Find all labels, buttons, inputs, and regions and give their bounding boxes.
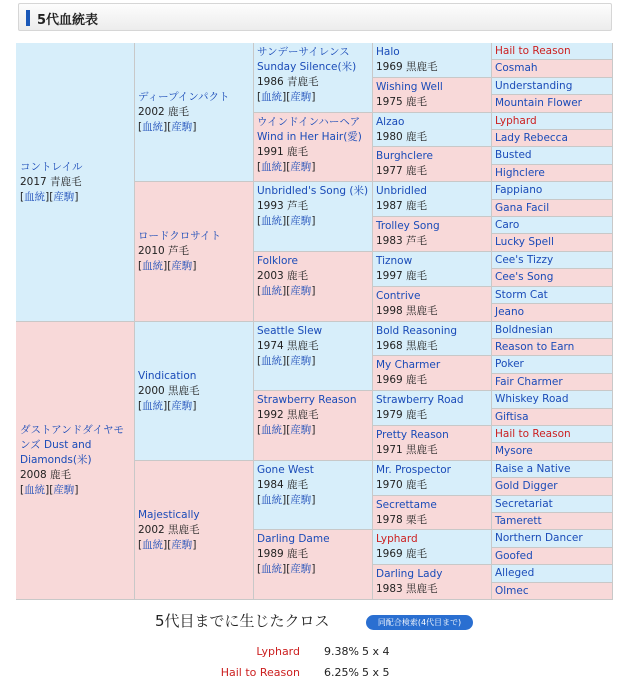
horse-info: 2008 鹿毛 bbox=[20, 469, 72, 481]
pedigree-links: [血統][産駒] bbox=[138, 260, 197, 272]
pedigree-cell bbox=[16, 322, 135, 600]
horse-info: 1977 鹿毛 bbox=[376, 165, 428, 177]
horse-name-link[interactable]: Unbridled bbox=[376, 185, 427, 197]
pedigree-links: [血統][産駒] bbox=[257, 215, 316, 227]
pedigree-cell bbox=[373, 530, 492, 565]
horse-name-link[interactable]: Bold Reasoning bbox=[376, 325, 458, 337]
horse-name-link[interactable]: ディープインパクト bbox=[138, 90, 230, 103]
horse-name-link[interactable]: Cee's Tizzy bbox=[495, 253, 554, 266]
horse-name-link[interactable]: Lyphard bbox=[376, 533, 418, 545]
pedigree-links: [血統][産駒] bbox=[138, 399, 197, 412]
horse-name-link[interactable]: Darling Dame bbox=[257, 533, 330, 545]
pedigree-links: [血統][産駒] bbox=[257, 563, 316, 575]
cross-percent: 9.38% bbox=[324, 645, 359, 658]
pedigree-cell bbox=[492, 496, 613, 513]
pedigree-cell bbox=[373, 322, 492, 356]
pedigree-cell bbox=[492, 217, 613, 234]
horse-name-link[interactable]: Fair Charmer bbox=[495, 375, 563, 388]
cross-horse-link[interactable]: Hail to Reason bbox=[220, 666, 300, 679]
pedigree-cell bbox=[373, 426, 492, 461]
pedigree-cell bbox=[492, 182, 613, 200]
horse-name-link[interactable]: Northern Dancer bbox=[495, 532, 583, 544]
section-header bbox=[18, 3, 612, 31]
pedigree-links: [血統][産駒] bbox=[257, 355, 316, 367]
sanku-link[interactable]: 産駒 bbox=[171, 538, 193, 551]
pedigree-cell bbox=[373, 43, 492, 78]
horse-name-link[interactable]: Goofed bbox=[495, 549, 533, 562]
horse-name-link[interactable]: Mysore bbox=[495, 445, 533, 457]
pedigree-cell bbox=[492, 443, 613, 461]
pedigree-cell bbox=[373, 461, 492, 496]
horse-name-link[interactable]: Mr. Prospector bbox=[376, 464, 451, 476]
cross-title: 5代目までに生じたクロス bbox=[155, 612, 330, 630]
horse-name-link[interactable]: Alzao bbox=[376, 116, 405, 128]
ketto-link[interactable]: 血統 bbox=[142, 399, 164, 412]
horse-name-link[interactable]: Tiznow bbox=[376, 255, 413, 267]
horse-name-link[interactable]: Storm Cat bbox=[495, 288, 548, 301]
pedigree-links: [血統][産駒] bbox=[20, 190, 79, 203]
sanku-link[interactable]: 産駒 bbox=[290, 91, 312, 103]
pedigree-cell bbox=[373, 113, 492, 147]
pedigree-cell bbox=[492, 583, 613, 600]
sanku-link[interactable]: 産駒 bbox=[290, 494, 312, 506]
pedigree-cell bbox=[492, 374, 613, 391]
horse-info: 2010 芦毛 bbox=[138, 245, 190, 257]
pedigree-cell bbox=[492, 234, 613, 252]
horse-name-link[interactable]: Hail to Reason bbox=[495, 44, 571, 57]
ketto-link[interactable]: 血統 bbox=[261, 424, 283, 436]
horse-info: 2002 鹿毛 bbox=[138, 105, 190, 118]
pedigree-cell bbox=[254, 391, 373, 461]
ketto-link[interactable]: 血統 bbox=[24, 190, 46, 203]
horse-info: 1997 鹿毛 bbox=[376, 270, 428, 282]
pedigree-cell bbox=[492, 60, 613, 78]
pedigree-cell bbox=[373, 287, 492, 322]
pedigree-table bbox=[16, 43, 613, 600]
horse-name-link[interactable]: Strawberry Reason bbox=[257, 394, 357, 406]
horse-name-link[interactable]: Mountain Flower bbox=[495, 97, 582, 109]
horse-info: 1983 黒鹿毛 bbox=[376, 583, 438, 595]
pedigree-cell bbox=[492, 304, 613, 322]
ketto-link[interactable]: 血統 bbox=[261, 91, 283, 103]
pedigree-cell bbox=[492, 200, 613, 217]
pedigree-cell bbox=[373, 252, 492, 287]
pedigree-links: [血統][産駒] bbox=[20, 484, 79, 496]
horse-name-link[interactable]: ダストアンドダイヤモンズ Dust and Diamonds(米) bbox=[20, 424, 125, 466]
pedigree-cell bbox=[492, 43, 613, 60]
horse-info: 1969 鹿毛 bbox=[376, 548, 428, 560]
cross-percent: 6.25% bbox=[324, 666, 359, 679]
same-breeding-search-button[interactable]: 同配合検索(4代目まで) bbox=[366, 615, 473, 630]
horse-info: 2000 黒鹿毛 bbox=[138, 384, 200, 397]
horse-name-link[interactable]: Trolley Song bbox=[376, 220, 440, 232]
horse-info: 1986 青鹿毛 bbox=[257, 76, 319, 88]
ketto-link[interactable]: 血統 bbox=[142, 120, 164, 133]
horse-name-link[interactable]: Majestically bbox=[138, 508, 200, 521]
horse-name-link[interactable]: Tamerett bbox=[495, 514, 542, 527]
horse-info: 1979 鹿毛 bbox=[376, 409, 428, 421]
horse-name-link[interactable]: Gone West bbox=[257, 464, 314, 476]
ketto-link[interactable]: 血統 bbox=[24, 484, 46, 496]
horse-name-link[interactable]: Contrive bbox=[376, 290, 421, 302]
pedigree-cell bbox=[492, 287, 613, 304]
pedigree-cell bbox=[492, 95, 613, 113]
sanku-link[interactable]: 産駒 bbox=[290, 563, 312, 575]
horse-info: 1974 黒鹿毛 bbox=[257, 340, 319, 352]
horse-name-link[interactable]: Lyphard bbox=[495, 114, 537, 127]
sanku-link[interactable]: 産駒 bbox=[290, 355, 312, 367]
pedigree-cell bbox=[135, 322, 254, 461]
horse-info: 1991 鹿毛 bbox=[257, 146, 309, 158]
pedigree-links: [血統][産駒] bbox=[257, 494, 316, 506]
horse-name-link[interactable]: Fappiano bbox=[495, 184, 543, 196]
ketto-link[interactable]: 血統 bbox=[261, 563, 283, 575]
horse-name-link[interactable]: Lady Rebecca bbox=[495, 131, 568, 144]
ketto-link[interactable]: 血統 bbox=[142, 538, 164, 551]
horse-name-link[interactable]: Secretariat bbox=[495, 497, 553, 510]
pedigree-links: [血統][産駒] bbox=[257, 91, 316, 103]
horse-info: 1987 鹿毛 bbox=[376, 200, 428, 212]
horse-name-link[interactable]: Burghclere bbox=[376, 150, 434, 162]
horse-name-link[interactable]: Boldnesian bbox=[495, 323, 553, 336]
horse-info: 1984 鹿毛 bbox=[257, 479, 309, 491]
cross-horse-link[interactable]: Lyphard bbox=[256, 645, 300, 658]
horse-info: 1975 鹿毛 bbox=[376, 96, 428, 108]
pedigree-cell bbox=[492, 113, 613, 130]
horse-name-link[interactable]: Olmec bbox=[495, 584, 529, 597]
pedigree-cell bbox=[135, 182, 254, 322]
horse-info: 1998 黒鹿毛 bbox=[376, 305, 438, 317]
ketto-link[interactable]: 血統 bbox=[142, 260, 164, 272]
pedigree-cell bbox=[492, 391, 613, 409]
ketto-link[interactable]: 血統 bbox=[261, 215, 283, 227]
cross-row bbox=[0, 645, 627, 661]
pedigree-cell bbox=[373, 147, 492, 182]
horse-info: 1969 黒鹿毛 bbox=[376, 61, 438, 73]
cross-generation: 5 x 5 bbox=[362, 666, 390, 679]
horse-name-link[interactable]: Pretty Reason bbox=[376, 429, 449, 441]
pedigree-cell bbox=[254, 113, 373, 182]
horse-name-link[interactable]: Darling Lady bbox=[376, 568, 443, 580]
pedigree-cell bbox=[492, 147, 613, 165]
pedigree-cell bbox=[492, 461, 613, 478]
horse-name-link[interactable]: ロードクロサイト bbox=[138, 230, 222, 242]
ketto-link[interactable]: 血統 bbox=[261, 285, 283, 297]
ketto-link[interactable]: 血統 bbox=[261, 355, 283, 367]
cross-row bbox=[0, 666, 627, 682]
horse-info: 1969 鹿毛 bbox=[376, 374, 428, 386]
pedigree-cell bbox=[373, 217, 492, 252]
horse-name-link[interactable]: Vindication bbox=[138, 369, 197, 382]
pedigree-cell bbox=[492, 409, 613, 426]
horse-name-link[interactable]: Folklore bbox=[257, 255, 298, 267]
pedigree-cell bbox=[254, 182, 373, 252]
horse-info: 1970 鹿毛 bbox=[376, 479, 428, 491]
sanku-link[interactable]: 産駒 bbox=[171, 120, 193, 133]
pedigree-cell bbox=[492, 339, 613, 356]
pedigree-cell bbox=[492, 478, 613, 496]
pedigree-cell bbox=[492, 322, 613, 339]
horse-name-link[interactable]: Understanding bbox=[495, 79, 573, 92]
ketto-link[interactable]: 血統 bbox=[261, 161, 283, 173]
horse-name-link[interactable]: Lucky Spell bbox=[495, 236, 554, 248]
horse-name-link[interactable]: Highclere bbox=[495, 166, 545, 179]
horse-name-link[interactable]: ウインドインハーヘア Wind in Her Hair(愛) bbox=[257, 116, 362, 143]
pedigree-links: [血統][産駒] bbox=[257, 424, 316, 436]
horse-name-link[interactable]: Cee's Song bbox=[495, 271, 554, 283]
pedigree-cell bbox=[254, 322, 373, 391]
sanku-link[interactable]: 産駒 bbox=[290, 424, 312, 436]
pedigree-cell bbox=[16, 43, 135, 322]
header-accent-bar bbox=[26, 10, 30, 26]
horse-name-link[interactable]: サンデーサイレンス Sunday Silence(米) bbox=[257, 46, 357, 73]
pedigree-cell bbox=[492, 565, 613, 583]
horse-name-link[interactable]: Secrettame bbox=[376, 499, 437, 511]
pedigree-cell bbox=[254, 252, 373, 322]
horse-name-link[interactable]: Gana Facil bbox=[495, 201, 550, 214]
pedigree-cell bbox=[492, 356, 613, 374]
horse-name-link[interactable]: Giftisa bbox=[495, 410, 529, 423]
horse-name-link[interactable]: Wishing Well bbox=[376, 81, 443, 93]
pedigree-cell bbox=[492, 78, 613, 95]
sanku-link[interactable]: 産駒 bbox=[53, 484, 75, 496]
horse-name-link[interactable]: Seattle Slew bbox=[257, 325, 323, 337]
pedigree-links: [血統][産駒] bbox=[257, 285, 316, 297]
pedigree-links: [血統][産駒] bbox=[257, 161, 316, 173]
horse-name-link[interactable]: Whiskey Road bbox=[495, 393, 569, 405]
pedigree-links: [血統][産駒] bbox=[138, 538, 197, 551]
sanku-link[interactable]: 産駒 bbox=[171, 399, 193, 412]
sanku-link[interactable]: 産駒 bbox=[290, 285, 312, 297]
horse-info: 1980 鹿毛 bbox=[376, 131, 428, 143]
pedigree-cell bbox=[492, 130, 613, 147]
horse-name-link[interactable]: Hail to Reason bbox=[495, 427, 571, 440]
pedigree-cell bbox=[373, 391, 492, 426]
pedigree-cell bbox=[492, 426, 613, 443]
pedigree-cell bbox=[373, 182, 492, 217]
horse-name-link[interactable]: Poker bbox=[495, 358, 524, 370]
pedigree-cell bbox=[135, 43, 254, 182]
sanku-link[interactable]: 産駒 bbox=[53, 190, 75, 203]
cross-generation: 5 x 4 bbox=[362, 645, 390, 658]
pedigree-cell bbox=[373, 496, 492, 530]
sanku-link[interactable]: 産駒 bbox=[290, 161, 312, 173]
horse-name-link[interactable]: Halo bbox=[376, 46, 400, 58]
pedigree-cell bbox=[492, 513, 613, 530]
horse-name-link[interactable]: Unbridled's Song (米) bbox=[257, 185, 369, 197]
pedigree-cell bbox=[492, 165, 613, 182]
sanku-link[interactable]: 産駒 bbox=[290, 215, 312, 227]
page-title: 5代血統表 bbox=[37, 13, 99, 28]
ketto-link[interactable]: 血統 bbox=[261, 494, 283, 506]
horse-info: 1983 芦毛 bbox=[376, 235, 428, 247]
horse-name-link[interactable]: Strawberry Road bbox=[376, 394, 464, 406]
horse-info: 1978 栗毛 bbox=[376, 514, 428, 526]
horse-info: 1989 鹿毛 bbox=[257, 548, 309, 560]
sanku-link[interactable]: 産駒 bbox=[171, 260, 193, 272]
pedigree-cell bbox=[254, 530, 373, 600]
horse-info: 1992 黒鹿毛 bbox=[257, 409, 319, 421]
pedigree-cell bbox=[254, 43, 373, 113]
pedigree-cell bbox=[492, 252, 613, 269]
horse-name-link[interactable]: Reason to Earn bbox=[495, 340, 575, 353]
horse-name-link[interactable]: Busted bbox=[495, 149, 532, 161]
horse-name-link[interactable]: My Charmer bbox=[376, 359, 441, 371]
pedigree-cell bbox=[135, 461, 254, 600]
horse-info: 1971 黒鹿毛 bbox=[376, 444, 438, 456]
horse-name-link[interactable]: コントレイル bbox=[20, 160, 83, 173]
horse-name-link[interactable]: Cosmah bbox=[495, 62, 538, 74]
horse-info: 2017 青鹿毛 bbox=[20, 175, 82, 188]
pedigree-cell bbox=[373, 356, 492, 391]
pedigree-cell bbox=[492, 548, 613, 565]
pedigree-cell bbox=[254, 461, 373, 530]
horse-name-link[interactable]: Jeano bbox=[495, 306, 525, 318]
horse-info: 2003 鹿毛 bbox=[257, 270, 309, 282]
horse-name-link[interactable]: Raise a Native bbox=[495, 462, 571, 475]
pedigree-links: [血統][産駒] bbox=[138, 120, 197, 133]
pedigree-cell bbox=[492, 269, 613, 287]
horse-name-link[interactable]: Caro bbox=[495, 218, 520, 231]
horse-info: 2002 黒鹿毛 bbox=[138, 523, 200, 536]
pedigree-cell bbox=[373, 78, 492, 113]
pedigree-cell bbox=[492, 530, 613, 548]
pedigree-cell bbox=[373, 565, 492, 600]
horse-name-link[interactable]: Gold Digger bbox=[495, 480, 558, 492]
horse-info: 1968 黒鹿毛 bbox=[376, 340, 438, 352]
horse-info: 1993 芦毛 bbox=[257, 200, 309, 212]
horse-name-link[interactable]: Alleged bbox=[495, 567, 535, 579]
